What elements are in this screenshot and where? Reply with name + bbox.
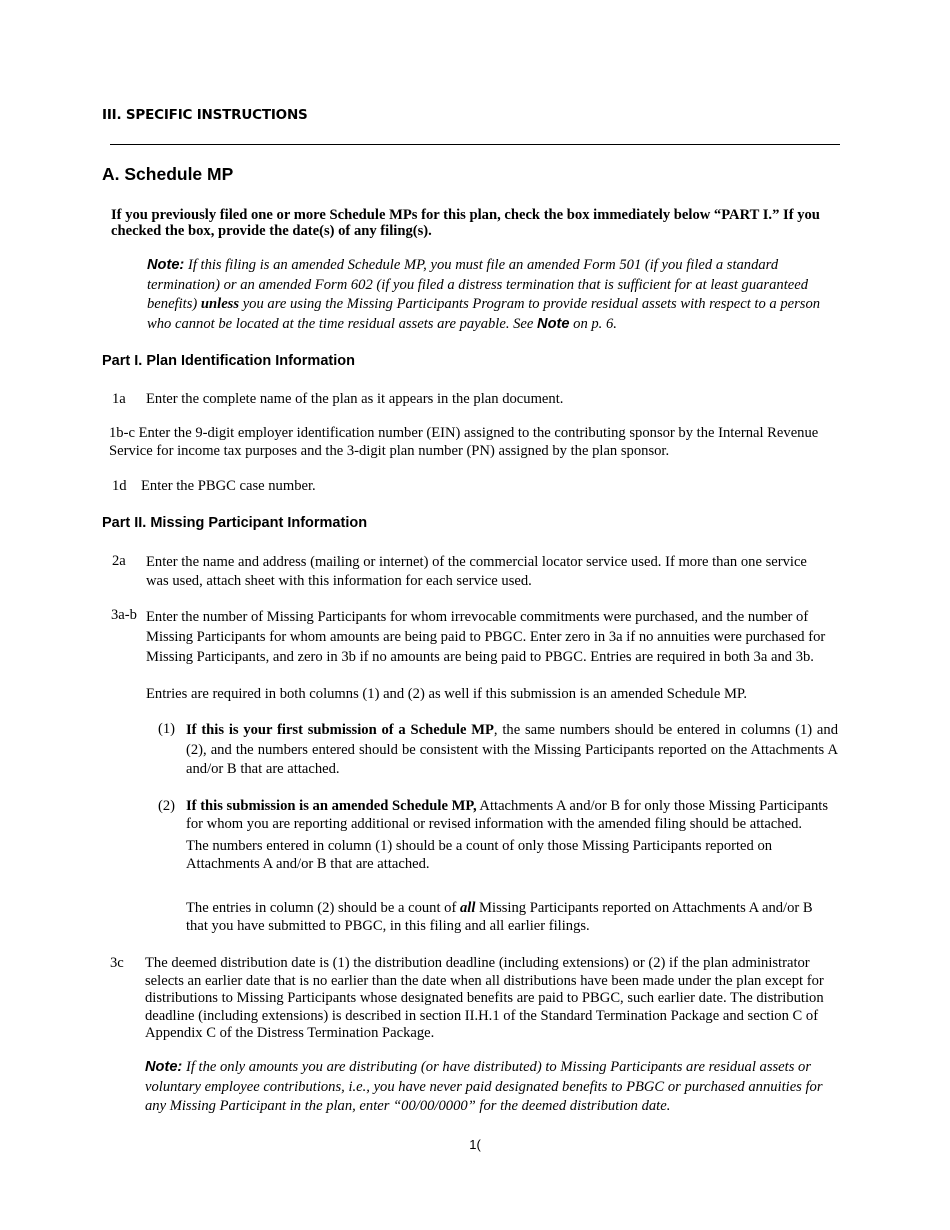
item-text: Enter the 9-digit employer identification number (EIN) assigned to the contributing sponsor by the Internal Revenue Service for income tax purposes and the 3-digit plan number (PN) assigned by the plan sponsor.	[109, 425, 819, 459]
subitem-number: (2)	[158, 798, 176, 814]
note-text: If the only amounts you are distributing (or have distributed) to Missing Participants are residual assets or voluntary employee contributions, i.e., you have never paid designated benefits to PBGC or purchased annuities for any Missing Participant in the plan, enter “00/00/0000” for the deemed distribution date.	[145, 1059, 823, 1114]
item-text: The deemed distribution date is (1) the distribution deadline (including extensions) or (2) if the plan administrator selects an earlier date that is no earlier than the date when all distributions have been made under the plan except for distributions to Missing Participants whose designated benefits are paid to PBGC, such earlier date. The distribution deadline (including extensions) is described in section II.H.1 of the Standard Termination Package and section C of Appendix C of the Distress Termination Package.	[145, 955, 824, 1041]
horizontal-rule	[110, 144, 840, 145]
item-number: 1b-c	[109, 425, 135, 441]
note-text-1: If this filing is an amended Schedule MP, you must file an amended Form 501 (if you filed a standard termination) or an amended Form 602 (if you filed a distress termination that is sufficient for at least guaranteed benefits)	[147, 257, 808, 312]
item-text: Enter the complete name of the plan as it appears in the plan document.	[146, 391, 564, 407]
item-number: 3c	[110, 955, 124, 971]
text-run: Missing Participants reported on Attachments A and/or B that you have submitted to PBGC, in this filing and all earlier filings.	[186, 900, 813, 934]
note-label: Note:	[147, 257, 185, 273]
subitem-bold: If this is your first submission of a Schedule MP	[186, 722, 494, 738]
item-number: 1a	[112, 391, 126, 407]
item-text: Enter the number of Missing Participants for whom irrevocable commitments were purchased, and the number of Missing Participants for whom amounts are being paid to PBGC. Enter zero in 3a if no annuities were purchased for Missing Participants, and zero in 3b if no amounts are being paid to PBGC. Entries are required in both 3a and 3b.	[146, 609, 826, 665]
item-text: Enter the name and address (mailing or internet) of the commercial locator service used. If more than one service was used, attach sheet with this information for each service used.	[146, 554, 807, 589]
note-deemed-date	[145, 1058, 840, 1117]
subitem-body: , the same numbers should be entered in columns (1) and (2), and the numbers entered should be consistent with the Missing Participants reported on the Attachments A and/or B that are attached.	[186, 722, 838, 777]
subitem-paragraph	[186, 900, 831, 935]
note-amended-filing	[147, 256, 837, 334]
note-ref-label: Note	[537, 315, 570, 332]
item-1bc	[109, 425, 834, 460]
intro-instruction: If you previously filed one or more Schedule MPs for this plan, check the box immediately below “PART I.” If you checked the box, provide the date(s) of any filing(s).	[111, 207, 820, 239]
text-run: The entries in column (2) should be a count of	[186, 900, 457, 916]
item-text: Enter the PBGC case number.	[141, 478, 316, 494]
part1-heading: Part I. Plan Identification Information	[102, 353, 355, 369]
part2-heading: Part II. Missing Participant Information	[102, 515, 368, 531]
note-ref-after: on p. 6.	[573, 315, 617, 332]
subitem-paragraph: The numbers entered in column (1) should be a count of only those Missing Participants reported on Attachments A and/or B that are attached.	[186, 838, 773, 872]
subitem-number: (1)	[158, 721, 176, 737]
emphasis: all	[459, 900, 476, 916]
section-title: III. SPECIFIC INSTRUCTIONS	[102, 107, 308, 123]
subitem-text	[186, 721, 838, 780]
note-label: Note:	[145, 1059, 183, 1075]
item-number: 1d	[112, 478, 127, 494]
heading-schedule-mp: A. Schedule MP	[102, 164, 234, 184]
note-text-2: you are using the Missing Participants Program to provide residual assets with respect to a person who cannot be located at the time residual assets are payable. See	[147, 296, 821, 332]
columns-note: Entries are required in both columns (1) and (2) as well if this submission is an amended Schedule MP.	[146, 686, 748, 702]
item-number: 2a	[112, 553, 126, 569]
subitem-body: Attachments A and/or B for only those Missing Participants for whom you are reporting additional or revised information with the amended filing should be attached.	[186, 798, 829, 832]
item-number: 3a-b	[111, 607, 137, 623]
subitem-text	[186, 798, 846, 833]
page-number: 1(	[469, 1137, 481, 1152]
note-emphasis: unless	[200, 296, 240, 312]
subitem-bold: If this submission is an amended Schedule MP,	[186, 798, 477, 814]
